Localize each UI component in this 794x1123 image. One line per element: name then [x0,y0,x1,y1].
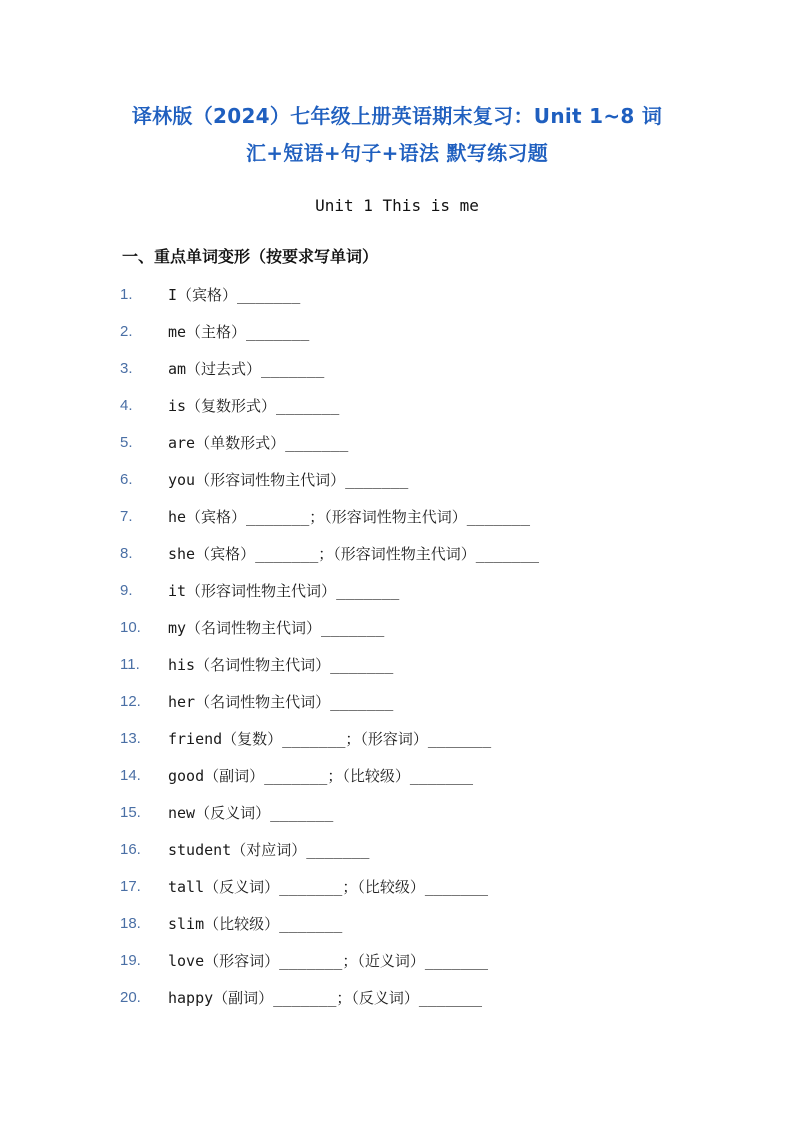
question-item [0,425,794,462]
question-text: student（对应词）_______ [168,841,370,859]
document-title-line-1: 译林版（2024）七年级上册英语期末复习：Unit 1~8 词 [131,104,663,128]
question-number: 8. [120,545,133,562]
question-text: happy（副词）_______；（反义词）_______ [168,989,483,1007]
question-item [0,869,794,906]
question-text: her（名词性物主代词）_______ [168,693,394,711]
question-text: I（宾格）_______ [168,286,301,304]
question-text: it（形容词性物主代词）_______ [168,582,400,600]
question-text: his（名词性物主代词）_______ [168,656,394,674]
question-item [0,536,794,573]
question-text: new（反义词）_______ [168,804,334,822]
question-item [0,980,794,1017]
question-number: 9. [120,582,133,599]
question-text: me（主格）_______ [168,323,310,341]
question-text: slim（比较级）_______ [168,915,343,933]
question-number: 13. [120,730,141,747]
question-item [0,721,794,758]
question-number: 17. [120,878,141,895]
question-number: 1. [120,286,133,303]
question-item [0,795,794,832]
question-item [0,684,794,721]
question-number: 16. [120,841,141,858]
document-title-line-2: 汇+短语+句子+语法 默写练习题 [245,141,549,165]
question-number: 19. [120,952,141,969]
question-number: 6. [120,471,133,488]
question-item [0,314,794,351]
question-item [0,573,794,610]
question-number: 18. [120,915,141,932]
question-item [0,758,794,795]
question-item [0,462,794,499]
question-item [0,832,794,869]
question-number: 11. [120,656,140,673]
question-number: 12. [120,693,141,710]
question-text: tall（反义词）_______；（比较级）_______ [168,878,489,896]
question-item [0,499,794,536]
unit-heading: Unit 1 This is me [315,196,479,215]
question-item [0,351,794,388]
question-number: 14. [120,767,141,784]
question-number: 4. [120,397,133,414]
question-list [0,277,794,1017]
question-text: is（复数形式）_______ [168,397,340,415]
question-number: 20. [120,989,141,1006]
question-text: love（形容词）_______；（近义词）_______ [168,952,489,970]
question-text: am（过去式）_______ [168,360,325,378]
question-number: 7. [120,508,133,525]
question-text: are（单数形式）_______ [168,434,349,452]
question-text: friend（复数）_______；（形容词）_______ [168,730,492,748]
question-item [0,647,794,684]
question-text: she（宾格）_______；（形容词性物主代词）_______ [168,545,540,563]
question-text: he（宾格）_______；（形容词性物主代词）_______ [168,508,530,526]
question-number: 15. [120,804,141,821]
section-heading: 一、重点单词变形（按要求写单词） [122,247,379,266]
question-number: 2. [120,323,133,340]
question-item [0,388,794,425]
question-number: 3. [120,360,133,377]
question-item [0,943,794,980]
question-text: you（形容词性物主代词）_______ [168,471,409,489]
question-text: my（名词性物主代词）_______ [168,619,385,637]
question-item [0,906,794,943]
question-item [0,610,794,647]
question-item [0,277,794,314]
question-text: good（副词）_______；（比较级）_______ [168,767,474,785]
question-number: 10. [120,619,141,636]
question-number: 5. [120,434,133,451]
